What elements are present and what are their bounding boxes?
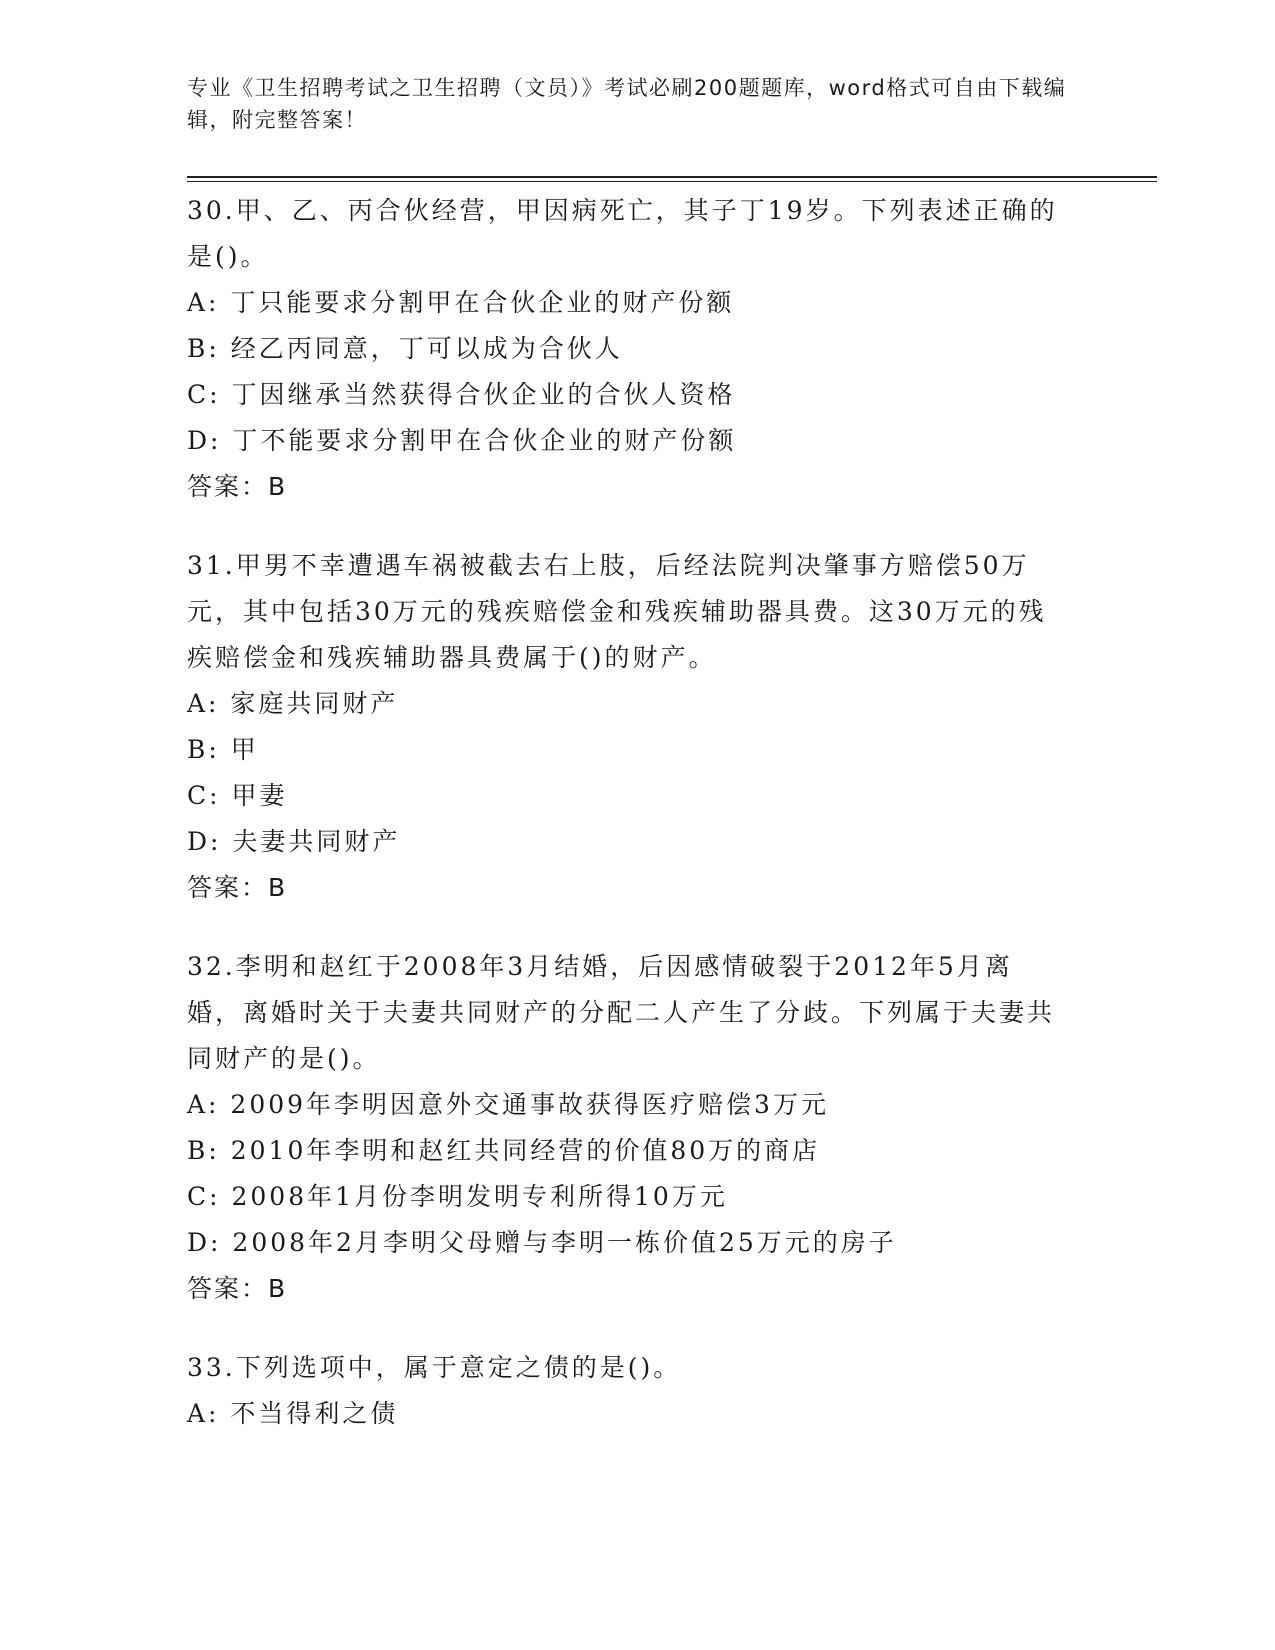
option-b: B: 甲 (187, 735, 259, 764)
question-30 (187, 188, 1067, 510)
option-a: A: 2009年李明因意外交通事故获得医疗赔偿3万元 (187, 1090, 829, 1119)
option-d: D: 夫妻共同财产 (187, 827, 401, 856)
option-c: C: 甲妻 (187, 781, 288, 810)
question-stem: 33.下列选项中，属于意定之债的是()。 (187, 1353, 682, 1382)
question-stem: 30.甲、乙、丙合伙经营，甲因病死亡，其子丁19岁。下列表述正确的是()。 (187, 196, 1058, 271)
option-b: B: 2010年李明和赵红共同经营的价值80万的商店 (187, 1136, 821, 1165)
option-a: A: 不当得利之债 (187, 1399, 399, 1428)
option-c: C: 丁因继承当然获得合伙企业的合伙人资格 (187, 380, 736, 409)
header-divider-thick (187, 176, 1157, 178)
option-d: D: 丁不能要求分割甲在合伙企业的财产份额 (187, 426, 737, 455)
header-divider-thin (187, 181, 1157, 182)
option-a: A: 家庭共同财产 (187, 689, 399, 718)
question-33 (187, 1345, 1067, 1437)
question-31 (187, 543, 1067, 911)
question-list (187, 188, 1067, 1470)
question-stem: 32.李明和赵红于2008年3月结婚，后因感情破裂于2012年5月离婚，离婚时关于夫妻共同财产的分配二人产生了分歧。下列属于夫妻共同财产的是()。 (187, 952, 1056, 1073)
option-d: D: 2008年2月李明父母赠与李明一栋价值25万元的房子 (187, 1228, 897, 1257)
question-stem: 31.甲男不幸遭遇车祸被截去右上肢，后经法院判决肇事方赔偿50万元，其中包括30万元的残疾赔偿金和残疾辅助器具费。这30万元的残疾赔偿金和残疾辅助器具费属于()的财产。 (187, 551, 1047, 672)
answer-label: 答案：B (187, 472, 288, 501)
answer-label: 答案：B (187, 873, 288, 902)
question-32 (187, 944, 1067, 1312)
option-b: B: 经乙丙同意，丁可以成为合伙人 (187, 334, 623, 363)
answer-label: 答案：B (187, 1274, 288, 1303)
document-header: 专业《卫生招聘考试之卫生招聘（文员）》考试必刷200题题库，word格式可自由下载编辑，附完整答案！ (187, 76, 1067, 132)
option-a: A: 丁只能要求分割甲在合伙企业的财产份额 (187, 288, 735, 317)
option-c: C: 2008年1月份李明发明专利所得10万元 (187, 1182, 728, 1211)
